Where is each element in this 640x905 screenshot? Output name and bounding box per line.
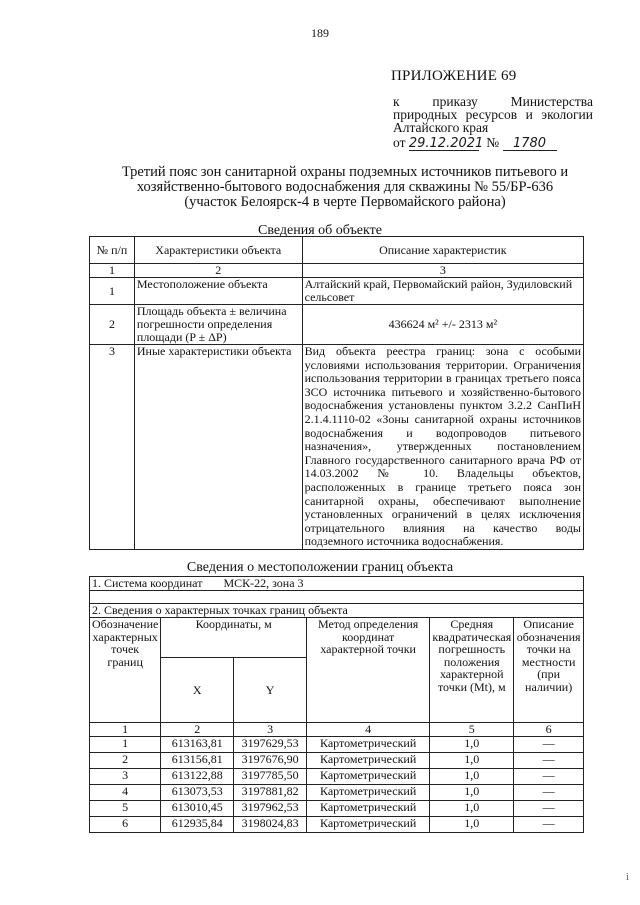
point-id: 5: [90, 801, 161, 817]
index-cell: 1: [90, 723, 161, 737]
blank-row: [90, 591, 584, 604]
point-y: 3197676,90: [234, 753, 307, 769]
point-error: 1,0: [430, 737, 514, 753]
row-name: Площадь объекта ± величина погрешности определения площади (P ± ΔP): [134, 305, 302, 345]
coord-system-label: 1. Система координат: [92, 576, 203, 590]
header-descr: Описание обозначения точки на местности (при наличии): [514, 618, 584, 723]
document-title: [110, 165, 580, 210]
point-descr: —: [514, 785, 584, 801]
point-method: Картометрический: [306, 801, 429, 817]
points-header-row: [90, 618, 584, 658]
point-error: 1,0: [430, 801, 514, 817]
index-row: [90, 723, 584, 737]
object-info-heading: Сведения об объекте: [258, 223, 382, 238]
table-row: [90, 785, 584, 801]
index-cell: 3: [302, 264, 583, 278]
point-x: 613010,45: [161, 801, 234, 817]
point-descr: —: [514, 769, 584, 785]
header-point: Обозначение характерных точек границ: [90, 618, 161, 723]
point-error: 1,0: [430, 817, 514, 833]
index-cell: 3: [234, 723, 307, 737]
page-number: 189: [311, 26, 329, 40]
table-row: [90, 345, 584, 550]
row-name: Иные характеристики объекта: [134, 345, 302, 550]
point-descr: —: [514, 753, 584, 769]
title-line: хозяйственно-бытового водоснабжения для скважины № 55/БР-636: [136, 179, 554, 195]
point-y: 3197629,53: [234, 737, 307, 753]
handwritten-number: 1780: [503, 138, 557, 151]
index-cell: 1: [90, 264, 135, 278]
index-cell: 4: [306, 723, 429, 737]
index-cell: 6: [514, 723, 584, 737]
point-y: 3197881,82: [234, 785, 307, 801]
point-x: 613122,88: [161, 769, 234, 785]
header-characteristic: Характеристики объекта: [134, 237, 302, 264]
point-descr: —: [514, 817, 584, 833]
point-method: Картометрический: [306, 769, 429, 785]
boundaries-heading: Сведения о местоположении границ объекта: [186, 560, 454, 575]
point-error: 1,0: [430, 785, 514, 801]
point-id: 6: [90, 817, 161, 833]
point-y: 3197785,50: [234, 769, 307, 785]
header-error: Средняя квадратическая погрешность положения характерной точки (Mt), м: [430, 618, 514, 723]
header-num: № п/п: [90, 237, 135, 264]
row-num: 2: [90, 305, 135, 345]
point-y: 3198024,83: [234, 817, 307, 833]
row-value: 436624 м² +/- 2313 м²: [302, 305, 583, 345]
order-reference: к приказу Министерства природных ресурсов и экологии Алтайского края: [393, 94, 593, 135]
point-y: 3197962,53: [234, 801, 307, 817]
blank-cell: [90, 591, 584, 604]
index-row: [90, 264, 584, 278]
boundary-points-table: [89, 576, 584, 833]
point-x: 613156,81: [161, 753, 234, 769]
coord-system-row: [90, 577, 584, 591]
point-method: Картометрический: [306, 817, 429, 833]
point-descr: —: [514, 801, 584, 817]
table-row: [90, 305, 584, 345]
appendix-heading: ПРИЛОЖЕНИЕ 69: [391, 68, 517, 84]
point-descr: —: [514, 737, 584, 753]
table-row: [90, 801, 584, 817]
point-id: 1: [90, 737, 161, 753]
row-name: Местоположение объекта: [134, 278, 302, 305]
index-cell: 2: [134, 264, 302, 278]
point-method: Картометрический: [306, 785, 429, 801]
point-method: Картометрический: [306, 753, 429, 769]
table-row: [90, 737, 584, 753]
point-id: 3: [90, 769, 161, 785]
table-header-row: [90, 237, 584, 264]
point-x: 612935,84: [161, 817, 234, 833]
coord-system-cell: [90, 577, 584, 591]
point-method: Картометрический: [306, 737, 429, 753]
point-error: 1,0: [430, 769, 514, 785]
object-info-table: [89, 236, 584, 550]
row-num: 1: [90, 278, 135, 305]
table-row: [90, 753, 584, 769]
point-id: 2: [90, 753, 161, 769]
points-label-row: [90, 604, 584, 618]
title-line: Третий пояс зон санитарной охраны подземных источников питьевого и: [121, 164, 569, 180]
order-date-number: [393, 135, 557, 151]
points-label-cell: 2. Сведения о характерных точках границ объекта: [90, 604, 584, 618]
handwritten-date: 29.12.2021: [408, 136, 484, 151]
from-label: от: [393, 135, 406, 150]
point-x: 613163,81: [161, 737, 234, 753]
row-num: 3: [90, 345, 135, 550]
coord-system-value: МСК-22, зона 3: [223, 576, 304, 590]
header-coords: Координаты, м: [161, 618, 307, 658]
table-row: [90, 278, 584, 305]
header-method: Метод определения координат характерной точки: [306, 618, 429, 723]
row-value: Алтайский край, Первомайский район, Зудиловский сельсовет: [302, 278, 583, 305]
table-row: [90, 769, 584, 785]
table-row: [90, 817, 584, 833]
number-label: №: [486, 135, 500, 150]
row-value: Вид объекта реестра границ: зона с особыми условиями использования территории. Ограничения использования территории в границах третьего пояса ЗСО источника питьевого и хозяйственно-бытового водоснабжения установлены пунктом 3.2.2 СанПиН 2.1.4.1110-02 «Зоны санитарной охраны источников водоснабжения и водопроводов питьевого назначения», утвержденных постановлением Главного государственного санитарного врача РФ от 14.03.2002 № 10. Владельцы объектов, расположенных в границе третьего пояса зон санитарной охраны, обеспечивают выполнение установленных ограничений в целях исключения отрицательного влияния на качество воды подземного источника водоснабжения.: [302, 345, 583, 550]
point-x: 613073,53: [161, 785, 234, 801]
title-line: (участок Белоярск-4 в черте Первомайского района): [184, 194, 506, 210]
edge-mark: i: [626, 872, 629, 883]
header-y: Y: [234, 658, 307, 723]
header-x: X: [161, 658, 234, 723]
header-description: Описание характеристик: [302, 237, 583, 264]
index-cell: 2: [161, 723, 234, 737]
point-error: 1,0: [430, 753, 514, 769]
point-id: 4: [90, 785, 161, 801]
index-cell: 5: [430, 723, 514, 737]
